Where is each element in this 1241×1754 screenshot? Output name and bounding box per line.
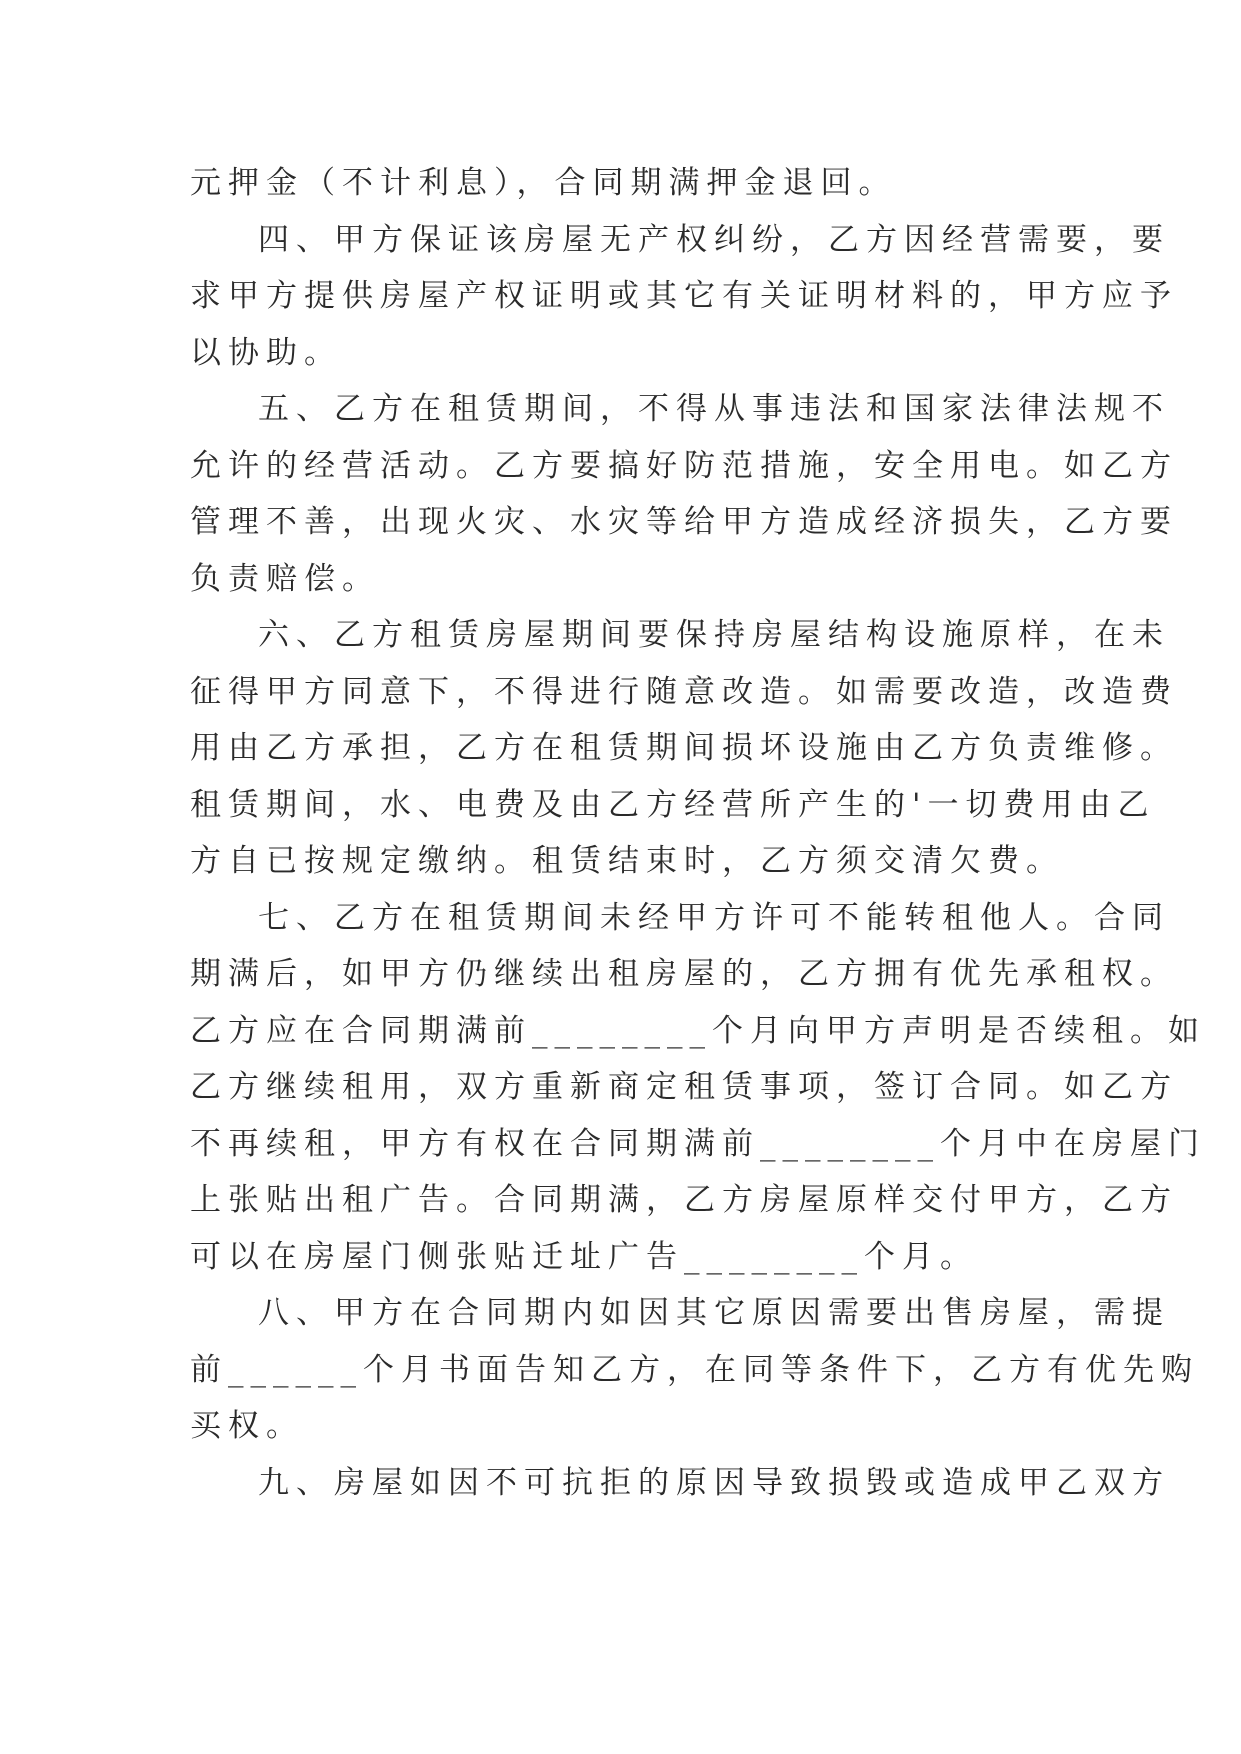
paragraph-line: 管理不善，出现火灾、水灾等给甲方造成经济损失，乙方要 [190, 504, 1178, 540]
paragraph-line: 方自已按规定缴纳。租赁结束时，乙方须交清欠费。 [190, 843, 1064, 879]
paragraph-line: 用由乙方承担，乙方在租赁期间损坏设施由乙方负责维修。 [190, 730, 1178, 766]
paragraph-line: 前______个月书面告知乙方，在同等条件下，乙方有优先购 [190, 1351, 1199, 1388]
paragraph-line: 元押金（不计利息），合同期满押金退回。 [190, 165, 897, 201]
paragraph-line: 以协助。 [190, 334, 342, 371]
paragraph-line: 征得甲方同意下，不得进行随意改造。如需要改造，改造费 [190, 673, 1178, 710]
paragraph-line: 负责赔偿。 [190, 560, 380, 597]
paragraph-first-line: 八、甲方在合同期内如因其它原因需要出售房屋，需提 [258, 1295, 1170, 1331]
paragraph-first-line: 四、甲方保证该房屋无产权纠纷，乙方因经营需要，要 [258, 221, 1170, 258]
paragraph-first-line: 九、房屋如因不可抗拒的原因导致损毁或造成甲乙双方 [258, 1464, 1170, 1501]
paragraph-first-line: 六、乙方租赁房屋期间要保持房屋结构设施原样，在未 [258, 617, 1170, 653]
paragraph-line: 期满后，如甲方仍继续出租房屋的，乙方拥有优先承租权。 [190, 956, 1178, 992]
paragraph-line: 不再续租，甲方有权在合同期满前________个月中在房屋门 [190, 1125, 1206, 1162]
paragraph-line: 求甲方提供房屋产权证明或其它有关证明材料的，甲方应予 [190, 278, 1178, 314]
paragraph-line: 买权。 [190, 1408, 304, 1444]
paragraph-line: 租赁期间，水、电费及由乙方经营所产生的'一切费用由乙 [190, 786, 1156, 823]
paragraph-first-line: 五、乙方在租赁期间，不得从事违法和国家法律法规不 [258, 391, 1170, 427]
paragraph-first-line: 七、乙方在租赁期间未经甲方许可不能转租他人。合同 [258, 899, 1170, 936]
paragraph-line: 乙方应在合同期满前________个月向甲方声明是否续租。如 [190, 1012, 1206, 1049]
paragraph-line: 乙方继续租用，双方重新商定租赁事项，签订合同。如乙方 [190, 1069, 1178, 1105]
document-body [190, 155, 1206, 1511]
paragraph-line: 允许的经营活动。乙方要搞好防范措施，安全用电。如乙方 [190, 447, 1178, 484]
paragraph-line: 上张贴出租广告。合同期满，乙方房屋原样交付甲方，乙方 [190, 1182, 1178, 1218]
paragraph-line: 可以在房屋门侧张贴迁址广告________个月。 [190, 1238, 978, 1275]
